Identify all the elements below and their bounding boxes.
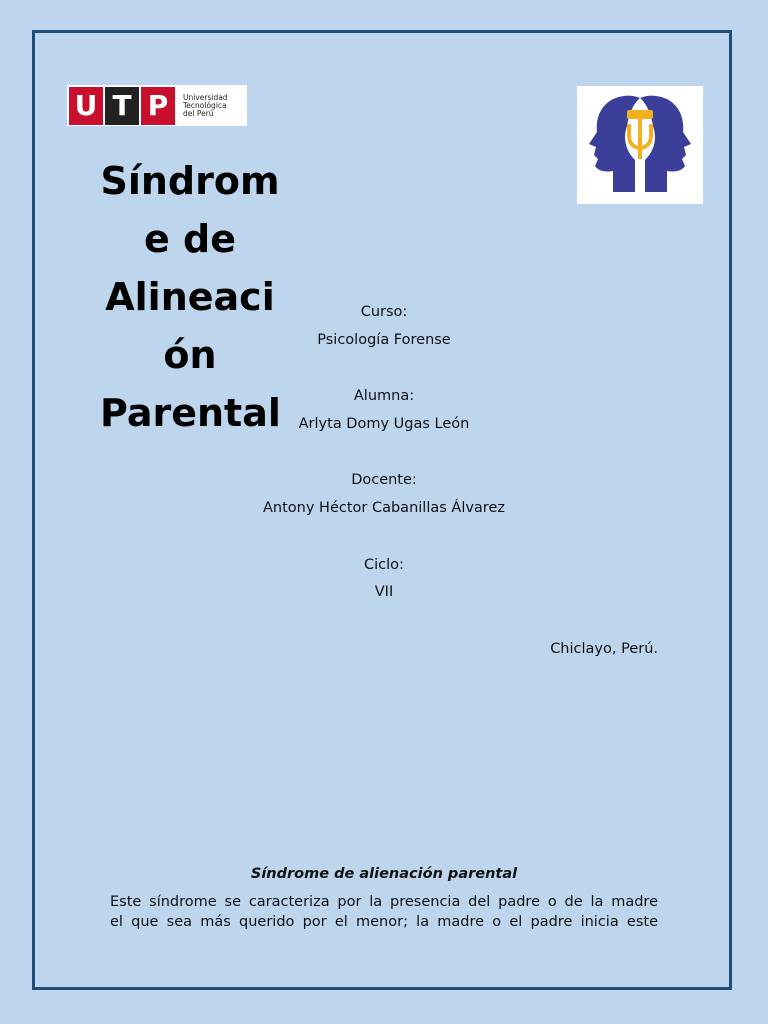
utp-logo-letter-u: U: [69, 87, 103, 125]
section-heading: Síndrome de alienación parental: [250, 866, 518, 882]
title-line: Parental: [100, 391, 281, 435]
student-value: Arlyta Domy Ugas León: [298, 416, 470, 432]
teacher-label: Docente:: [351, 472, 417, 488]
utp-logo-letter-t: T: [105, 87, 139, 125]
paragraph-line: Este síndrome se caracteriza por la presencia del padre o de la madre: [110, 894, 658, 910]
title-line: Alineaci: [105, 275, 275, 319]
psychology-psi-heads-icon: [577, 86, 703, 204]
paragraph-line: el que sea más querido por el menor; la madre o el padre inicia este: [110, 914, 658, 930]
title-line: Síndrom: [100, 159, 280, 203]
course-label: Curso:: [360, 304, 408, 320]
cycle-label: Ciclo:: [364, 557, 404, 573]
title-line: ón: [163, 333, 217, 377]
cycle-value: VII: [374, 584, 394, 600]
utp-logo-letter-p: P: [141, 87, 175, 125]
location-text: Chiclayo, Perú.: [550, 641, 658, 657]
utp-logo-text: Universidad Tecnológica del Perú: [183, 92, 228, 118]
utp-logo: [67, 85, 247, 126]
student-label: Alumna:: [353, 388, 415, 404]
course-value: Psicología Forense: [317, 332, 451, 348]
title-line: e de: [144, 217, 236, 261]
teacher-value: Antony Héctor Cabanillas Álvarez: [263, 500, 505, 516]
